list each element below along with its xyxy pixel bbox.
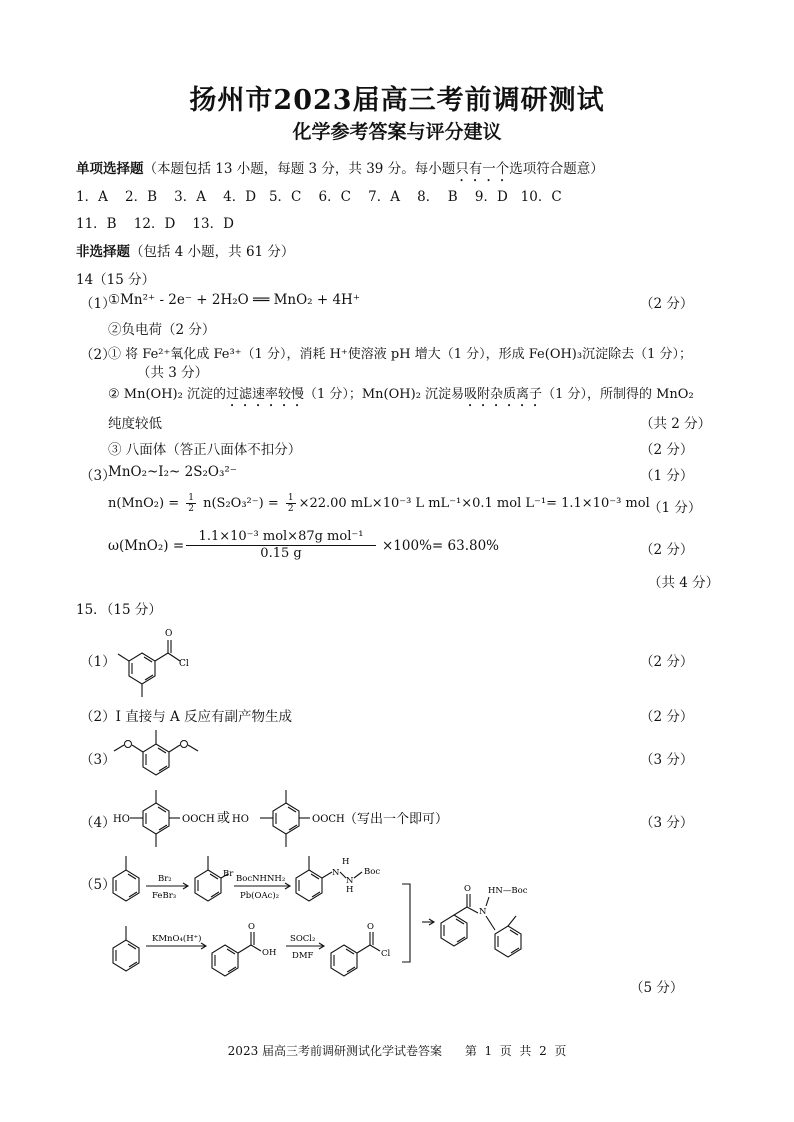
mcq-answers-row1: 1．A 2．B 3．A 4．D 5．C 6．C 7．A 8． B 9．D 10．C xyxy=(76,189,562,205)
q14-p3-n-line xyxy=(108,493,650,514)
svg-text:OOCH: OOCH xyxy=(312,814,345,825)
svg-text:O: O xyxy=(248,922,255,932)
page-subtitle: 化学参考答案与评分建议 xyxy=(292,121,502,143)
svg-text:KMnO₄(H⁺): KMnO₄(H⁺) xyxy=(152,934,202,944)
half-fraction-1: $\frac{1}{2}$ xyxy=(188,493,194,514)
q14-p3-n-lhs: n(MnO₂) = xyxy=(108,496,180,511)
nonmcq-heading: 非选择题 xyxy=(76,244,130,260)
svg-text:Br₂: Br₂ xyxy=(158,874,172,884)
synthesis-route xyxy=(104,850,574,980)
page-title: 扬州市2023届高三考前调研测试 xyxy=(189,85,605,116)
q14-p1b: ②负电荷（2 分） xyxy=(108,322,216,338)
q14-p3-w-score: （2 分） xyxy=(640,542,694,558)
q15-p5-label: （5） xyxy=(80,877,116,893)
q14-p3-w-fraction xyxy=(186,529,376,561)
q15-p3-score: （3 分） xyxy=(640,752,694,768)
q14-p2c-score: （2 分） xyxy=(640,442,694,458)
svg-text:N: N xyxy=(479,907,487,917)
half-fraction-2: $\frac{1}{2}$ xyxy=(287,493,294,514)
q14-p2a-total: （共 3 分） xyxy=(137,365,209,381)
q15-p5-score: （5 分） xyxy=(630,980,684,996)
svg-text:O: O xyxy=(464,884,471,894)
q14-p2b-mid: （1 分）；Mn(OH)₂ 沉淀易 xyxy=(303,387,465,402)
q14-p3-n-score: （1 分） xyxy=(648,500,702,516)
oxygen-label: O xyxy=(165,629,173,639)
svg-text:Pb(OAc)₂: Pb(OAc)₂ xyxy=(240,891,280,901)
q14-p3-n-mid: n(S₂O₃²⁻) = xyxy=(203,496,279,511)
svg-text:BocNHNH₂: BocNHNH₂ xyxy=(236,874,286,884)
q14-p2b-pre: ② Mn(OH)₂ 沉淀的 xyxy=(108,387,226,402)
q14-p2b-line xyxy=(108,383,694,410)
q15-p1-score: （2 分） xyxy=(640,654,694,670)
q15-p2-score: （2 分） xyxy=(640,709,694,725)
svg-text:或: 或 xyxy=(217,811,231,826)
oxygen-atom xyxy=(125,741,132,748)
nonmcq-heading-line xyxy=(76,240,294,260)
q14-p2a: ① 将 Fe²⁺氧化成 Fe³⁺（1 分），消耗 H⁺使溶液 pH 增大（1 分），形成 Fe(OH)₃沉淀除去（1 分）； xyxy=(108,347,692,362)
svg-text:（写出一个即可）: （写出一个即可） xyxy=(344,812,448,827)
q14-p2b-emph2: 吸附杂质离子 xyxy=(464,387,543,402)
q15-p3-label: （3） xyxy=(80,752,116,768)
svg-text:HO: HO xyxy=(113,814,130,825)
svg-text:OOCH: OOCH xyxy=(182,814,215,825)
svg-text:H: H xyxy=(346,885,354,895)
svg-text:DMF: DMF xyxy=(292,951,314,961)
svg-text:Cl: Cl xyxy=(381,949,391,959)
q14-p2c: ③ 八面体（答正八面体不扣分） xyxy=(108,442,302,458)
svg-text:Boc: Boc xyxy=(364,867,381,877)
q14-p3-w-rhs: ×100%= 63.80% xyxy=(382,538,499,554)
svg-text:N: N xyxy=(346,876,354,886)
svg-text:HO: HO xyxy=(232,814,249,825)
svg-text:O: O xyxy=(367,922,374,932)
q14-p3-n-rhs: ×22.00 mL×10⁻³ L mL⁻¹×0.1 mol L⁻¹= 1.1×10⁻³ mol xyxy=(298,496,650,511)
q14-p3-w-num: 1.1×10⁻³ mol×87g mol⁻¹ xyxy=(186,529,376,546)
q14-p2b-post: （1 分），所制得的 MnO₂ xyxy=(542,387,694,402)
q14-p3-relation: MnO₂~I₂~ 2S₂O₃²⁻ xyxy=(108,464,237,480)
q14-p3-total: （共 4 分） xyxy=(648,575,720,591)
q14-p2-label: （2） xyxy=(80,347,116,363)
q15-p2: （2）I 直接与 A 反应有副产物生成 xyxy=(80,709,293,725)
mcq-heading-line xyxy=(76,157,604,185)
svg-text:HN—Boc: HN—Boc xyxy=(488,886,528,896)
q15-p4-score: （3 分） xyxy=(640,815,694,831)
svg-text:H: H xyxy=(342,857,350,867)
nonmcq-desc: （包括 4 小题，共 61 分） xyxy=(130,244,295,260)
benzene-ring xyxy=(129,653,155,684)
q14-p1-label: （1） xyxy=(80,296,116,312)
q14-p2b-cont: 纯度较低 xyxy=(108,416,162,432)
q14-p1-score: （2 分） xyxy=(640,296,694,312)
mcq-desc-pre: （本题包括 13 小题，每题 3 分，共 39 分。每小题 xyxy=(143,161,456,177)
q15-p1-label: （1） xyxy=(80,654,116,670)
mcq-desc-post: 选项符合题意） xyxy=(509,161,604,177)
bracket xyxy=(402,884,410,962)
svg-text:FeBr₃: FeBr₃ xyxy=(152,891,177,901)
chlorine-label: Cl xyxy=(179,659,189,669)
mcq-answers-row2: 11．B 12．D 13．D xyxy=(76,216,234,232)
q14-p3-label: （3） xyxy=(80,468,116,484)
q14-p2b-score: （共 2 分） xyxy=(640,416,712,432)
structure-3-5-dimethylbenzoyl-chloride xyxy=(110,618,190,700)
q14-p2b-emph1: 过滤速率较慢 xyxy=(225,387,304,402)
structure-dimethoxytoluene xyxy=(106,726,216,788)
q14-p3-w-lhs: ω(MnO₂) = xyxy=(108,538,185,554)
mcq-desc-emph: 只有一个 xyxy=(455,161,510,177)
page-footer: 2023 届高三考前调研测试化学试卷答案 第 1 页 共 2 页 xyxy=(227,1044,567,1058)
oxygen-atom xyxy=(181,741,188,748)
svg-text:SOCl₂: SOCl₂ xyxy=(290,934,316,944)
q14-p3-w-den: 0.15 g xyxy=(260,546,302,561)
svg-text:Br: Br xyxy=(223,869,234,879)
q14-head: 14（15 分） xyxy=(76,272,156,288)
svg-text:OH: OH xyxy=(262,948,277,958)
mcq-heading: 单项选择题 xyxy=(76,161,144,177)
q15-p4-label: （4） xyxy=(80,815,116,831)
q15-head: 15．（15 分） xyxy=(76,602,162,618)
q14-p3-relation-score: （1 分） xyxy=(640,468,694,484)
svg-text:N: N xyxy=(332,868,340,878)
q14-p1-equation: ①Mn²⁺ - 2e⁻ + 2H₂O ══ MnO₂ + 4H⁺ xyxy=(108,292,360,308)
structure-q15-p4 xyxy=(108,785,448,855)
